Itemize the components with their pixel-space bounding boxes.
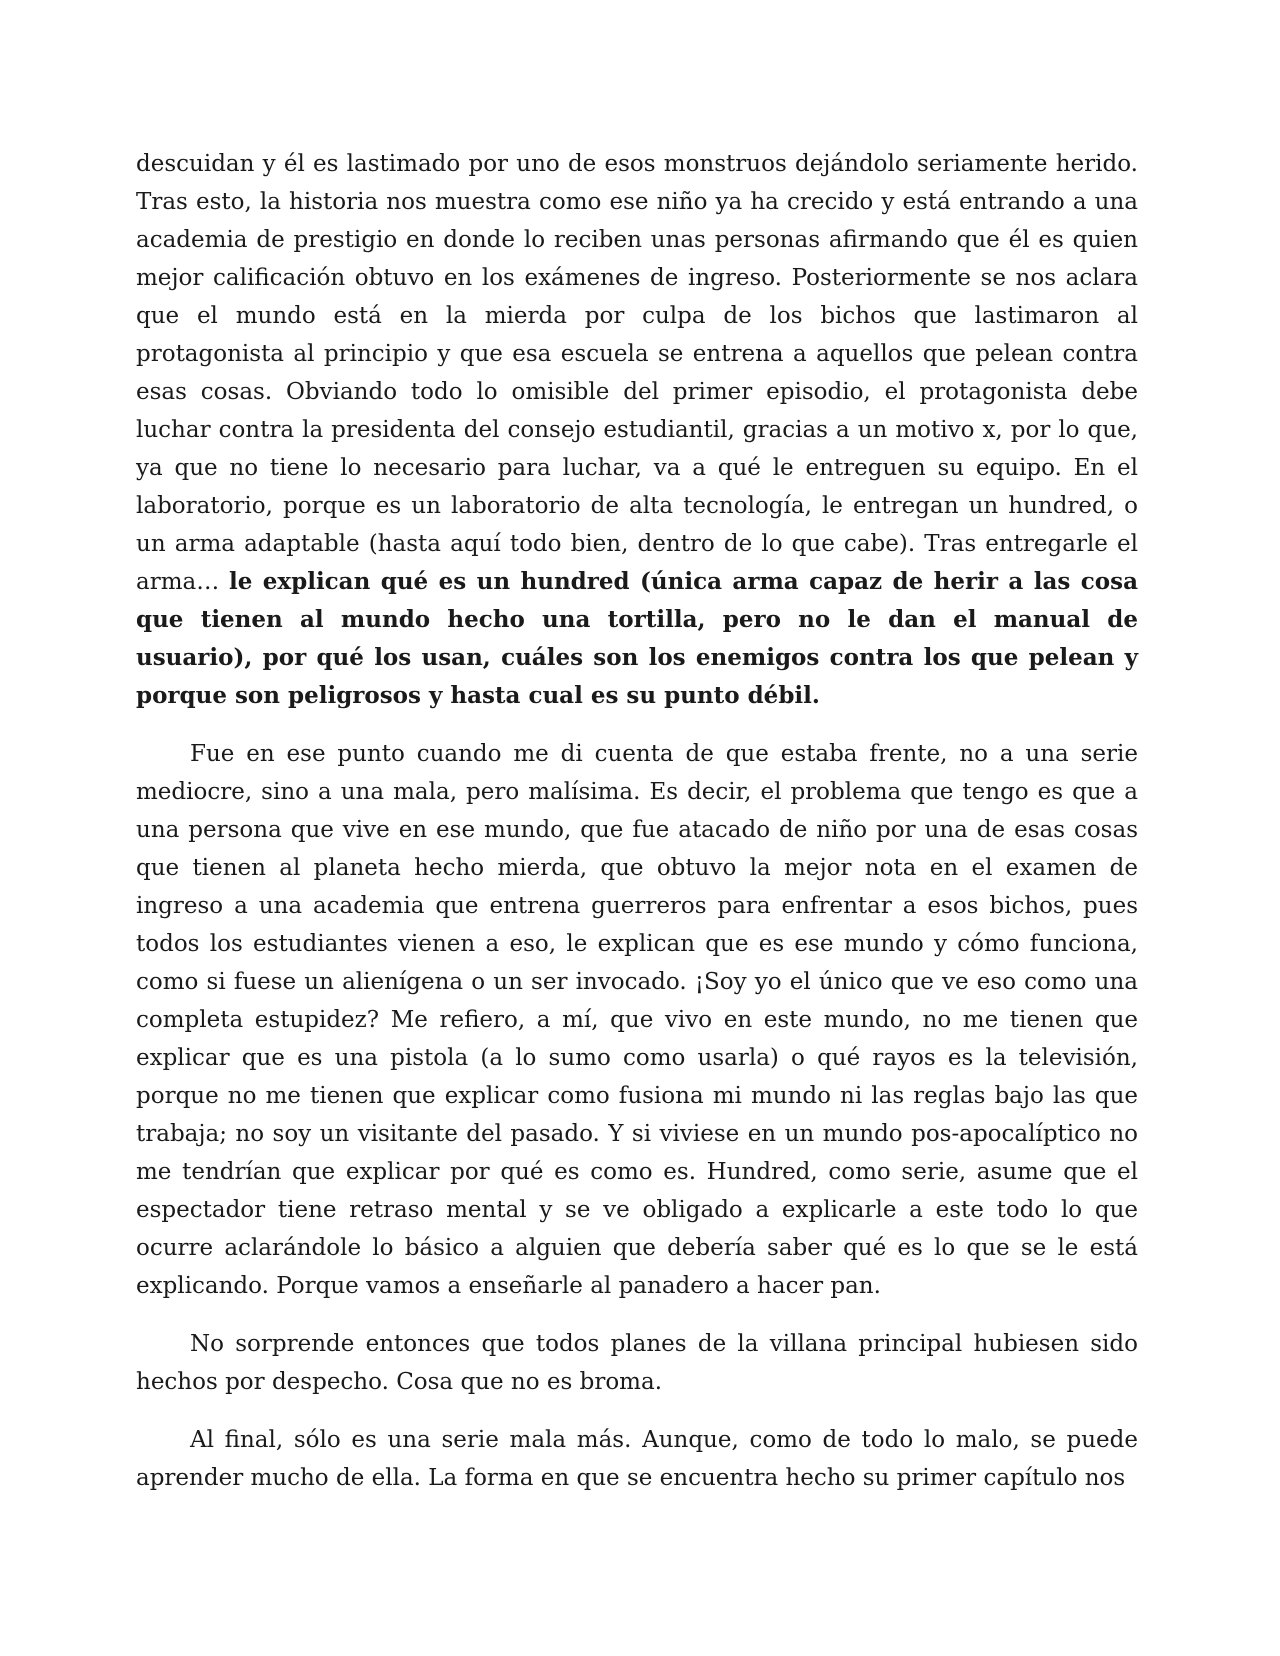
paragraph-3: No sorprende entonces que todos planes de la villana principal hubiesen sido hechos por despecho. Cosa que no es broma. <box>136 1331 1138 1395</box>
paragraph-1-bold-text: le explican qué es un hundred (única arma capaz de herir a las cosa que tienen al mundo hecho una tortilla, pero no le dan el manual de usuario), por qué los usan, cuáles son los enemigos contra los que pelean y porque son peligrosos y hasta cual es su punto débil. <box>136 568 1138 709</box>
paragraph-4: Al final, sólo es una serie mala más. Aunque, como de todo lo malo, se puede aprender mucho de ella. La forma en que se encuentra hecho su primer capítulo nos <box>136 1427 1138 1491</box>
document-page <box>136 145 1138 1497</box>
paragraph-1 <box>136 145 1138 715</box>
paragraph-2: Fue en ese punto cuando me di cuenta de que estaba frente, no a una serie mediocre, sino a una mala, pero malísima. Es decir, el problema que tengo es que a una persona que vive en ese mundo, que fue atacado de niño por una de esas cosas que tienen al planeta hecho mierda, que obtuvo la mejor nota en el examen de ingreso a una academia que entrena guerreros para enfrentar a esos bichos, pues todos los estudiantes vienen a eso, le explican que es ese mundo y cómo funciona, como si fuese un alienígena o un ser invocado. ¡Soy yo el único que ve eso como una completa estupidez? Me refiero, a mí, que vivo en este mundo, no me tienen que explicar que es una pistola (a lo sumo como usarla) o qué rayos es la televisión, porque no me tienen que explicar como fusiona mi mundo ni las reglas bajo las que trabaja; no soy un visitante del pasado. Y si viviese en un mundo pos-apocalíptico no me tendrían que explicar por qué es como es. Hundred, como serie, asume que el espectador tiene retraso mental y se ve obligado a explicarle a este todo lo que ocurre aclarándole lo básico a alguien que debería saber qué es lo que se le está explicando. Porque vamos a enseñarle al panadero a hacer pan. <box>136 741 1138 1299</box>
paragraph-1-text: descuidan y él es lastimado por uno de esos monstruos dejándolo seriamente herido. Tras esto, la historia nos muestra como ese niño ya ha crecido y está entrando a una academia de prestigio en donde lo reciben unas personas afirmando que él es quien mejor calificación obtuvo en los exámenes de ingreso. Posteriormente se nos aclara que el mundo está en la mierda por culpa de los bichos que lastimaron al protagonista al principio y que esa escuela se entrena a aquellos que pelean contra esas cosas. Obviando todo lo omisible del primer episodio, el protagonista debe luchar contra la presidenta del consejo estudiantil, gracias a un motivo x, por lo que, ya que no tiene lo necesario para luchar, va a qué le entreguen su equipo. En el laboratorio, porque es un laboratorio de alta tecnología, le entregan un hundred, o un arma adaptable (hasta aquí todo bien, dentro de lo que cabe). Tras entregarle el arma… <box>136 151 1138 595</box>
